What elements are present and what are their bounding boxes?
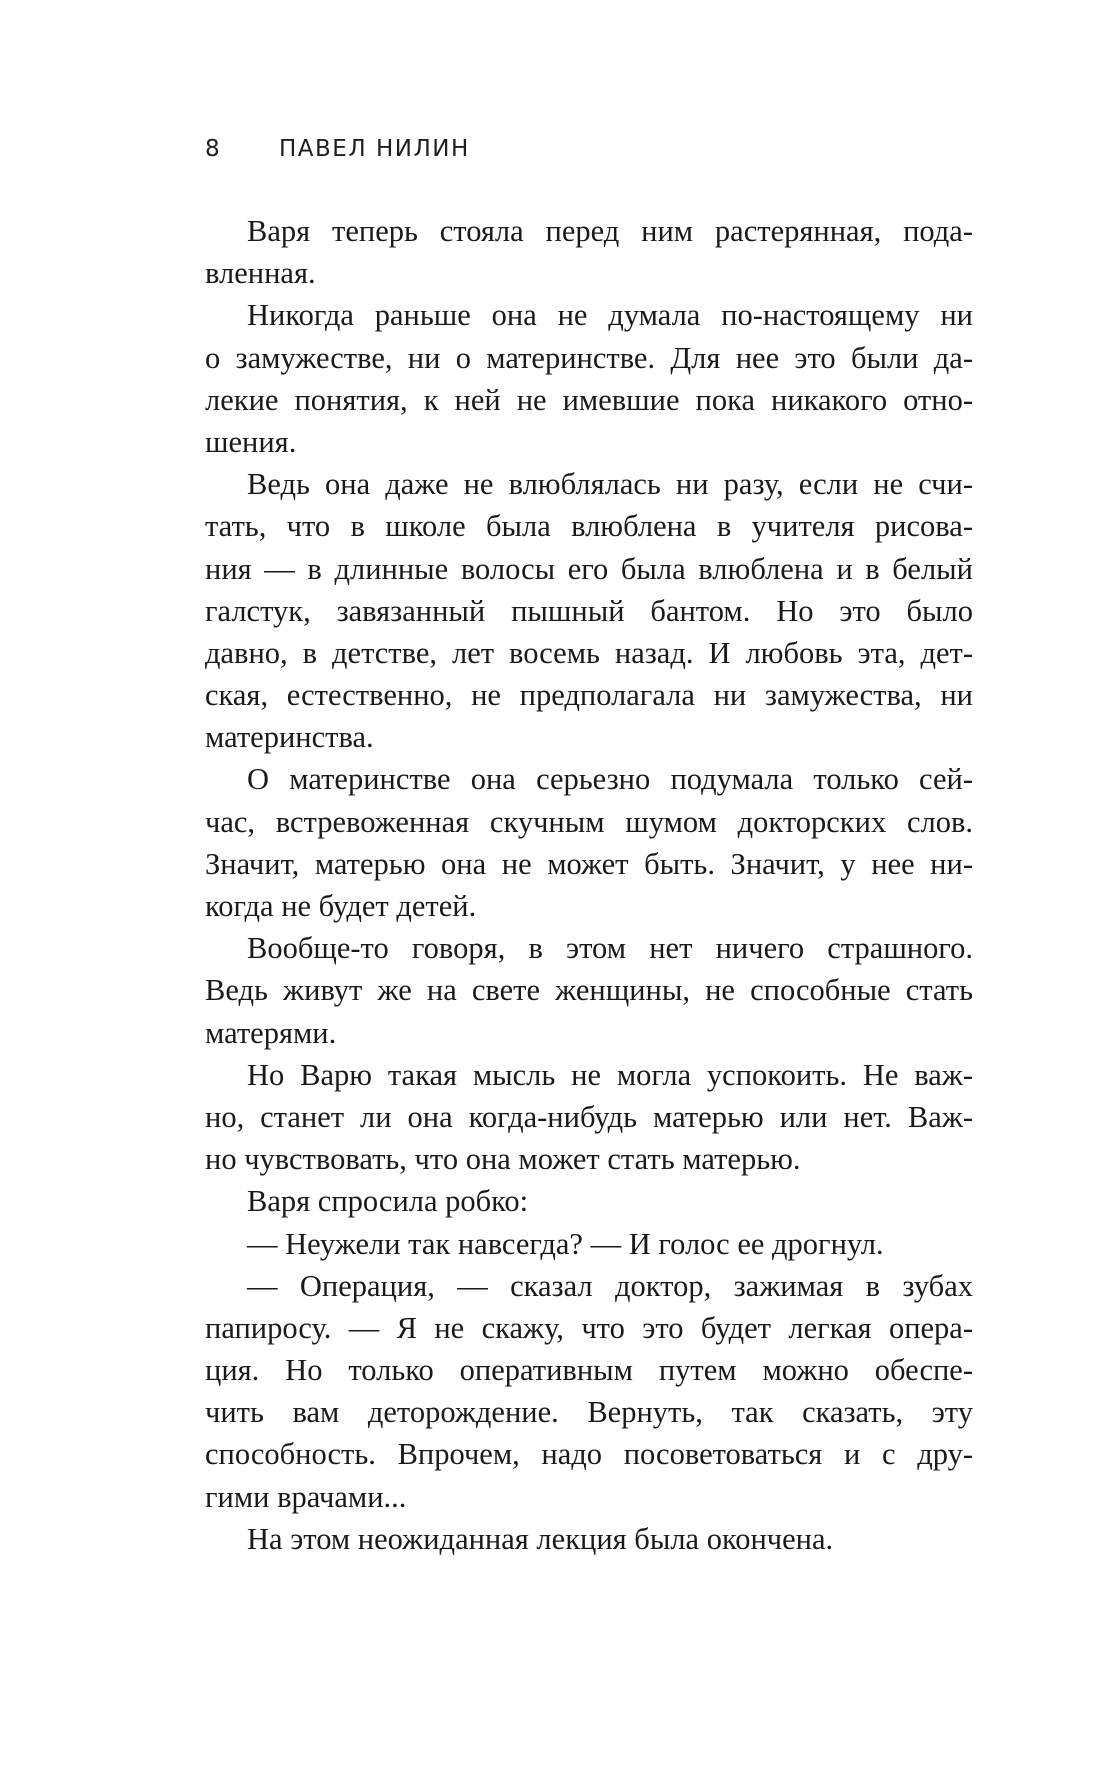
text-line: папиросу. — Я не скажу, что это будет легкая опера- [205, 1310, 973, 1345]
text-line: Варя теперь стояла перед ним растерянная, пода- [247, 214, 973, 248]
text-line: — Неужели так навсегда? — И голос ее дрогнул. [247, 1226, 884, 1261]
author-name: ПАВЕЛ НИЛИН [279, 136, 470, 162]
text-line: О материнстве она серьезно подумала только сей- [247, 762, 973, 797]
text-line: лекие понятия, к ней не имевшие пока никакого отно- [205, 382, 973, 417]
text-line: вленная. [205, 256, 316, 291]
body-text [205, 210, 973, 1560]
text-line: когда не будет детей. [205, 889, 477, 923]
text-line: Но Варю такая мысль не могла успокоить. Не важ- [247, 1057, 973, 1092]
text-line: чить вам деторождение. Вернуть, так сказать, эту [205, 1395, 973, 1430]
text-line: о замужестве, ни о материнстве. Для нее это были да- [205, 340, 973, 375]
text-line: давно, в детстве, лет восемь назад. И любовь эта, дет- [205, 635, 973, 670]
page-number: 8 [205, 136, 222, 162]
text-line: ская, естественно, не предполагала ни замужества, ни [205, 678, 973, 713]
text-line: тать, что в школе была влюблена в учителя рисова- [205, 509, 973, 544]
text-line: шения. [205, 424, 297, 459]
text-line: — Операция, — сказал доктор, зажимая в зубах [247, 1268, 973, 1303]
text-line: Ведь она даже не влюблялась ни разу, если не счи- [247, 467, 973, 502]
text-line: Вообще-то говоря, в этом нет ничего страшного. [247, 931, 973, 966]
text-line: способность. Впрочем, надо посоветоваться и с дру- [205, 1437, 973, 1472]
text-line: На этом неожиданная лекция была окончена. [247, 1521, 834, 1556]
text-line: Варя спросила робко: [247, 1184, 529, 1219]
text-line: Ведь живут же на свете женщины, не способные стать [205, 973, 973, 1008]
text-line: Никогда раньше она не думала по-настоящему ни [247, 298, 973, 333]
running-head [205, 136, 470, 162]
text-line: ция. Но только оперативным путем можно обеспе- [205, 1353, 973, 1388]
text-line: материнства. [205, 720, 374, 755]
text-line: гими врачами... [205, 1479, 407, 1514]
text-line: но, станет ли она когда-нибудь матерью или нет. Важ- [205, 1099, 973, 1134]
text-line: но чувствовать, что она может стать матерью. [205, 1142, 801, 1177]
text-line: матерями. [205, 1015, 337, 1050]
text-line: ния — в длинные волосы его была влюблена и в белый [205, 551, 973, 586]
text-line: галстук, завязанный пышный бантом. Но это было [205, 593, 973, 628]
text-line: час, встревоженная скучным шумом докторских слов. [205, 804, 973, 839]
text-line: Значит, матерью она не может быть. Значит, у нее ни- [205, 846, 973, 881]
